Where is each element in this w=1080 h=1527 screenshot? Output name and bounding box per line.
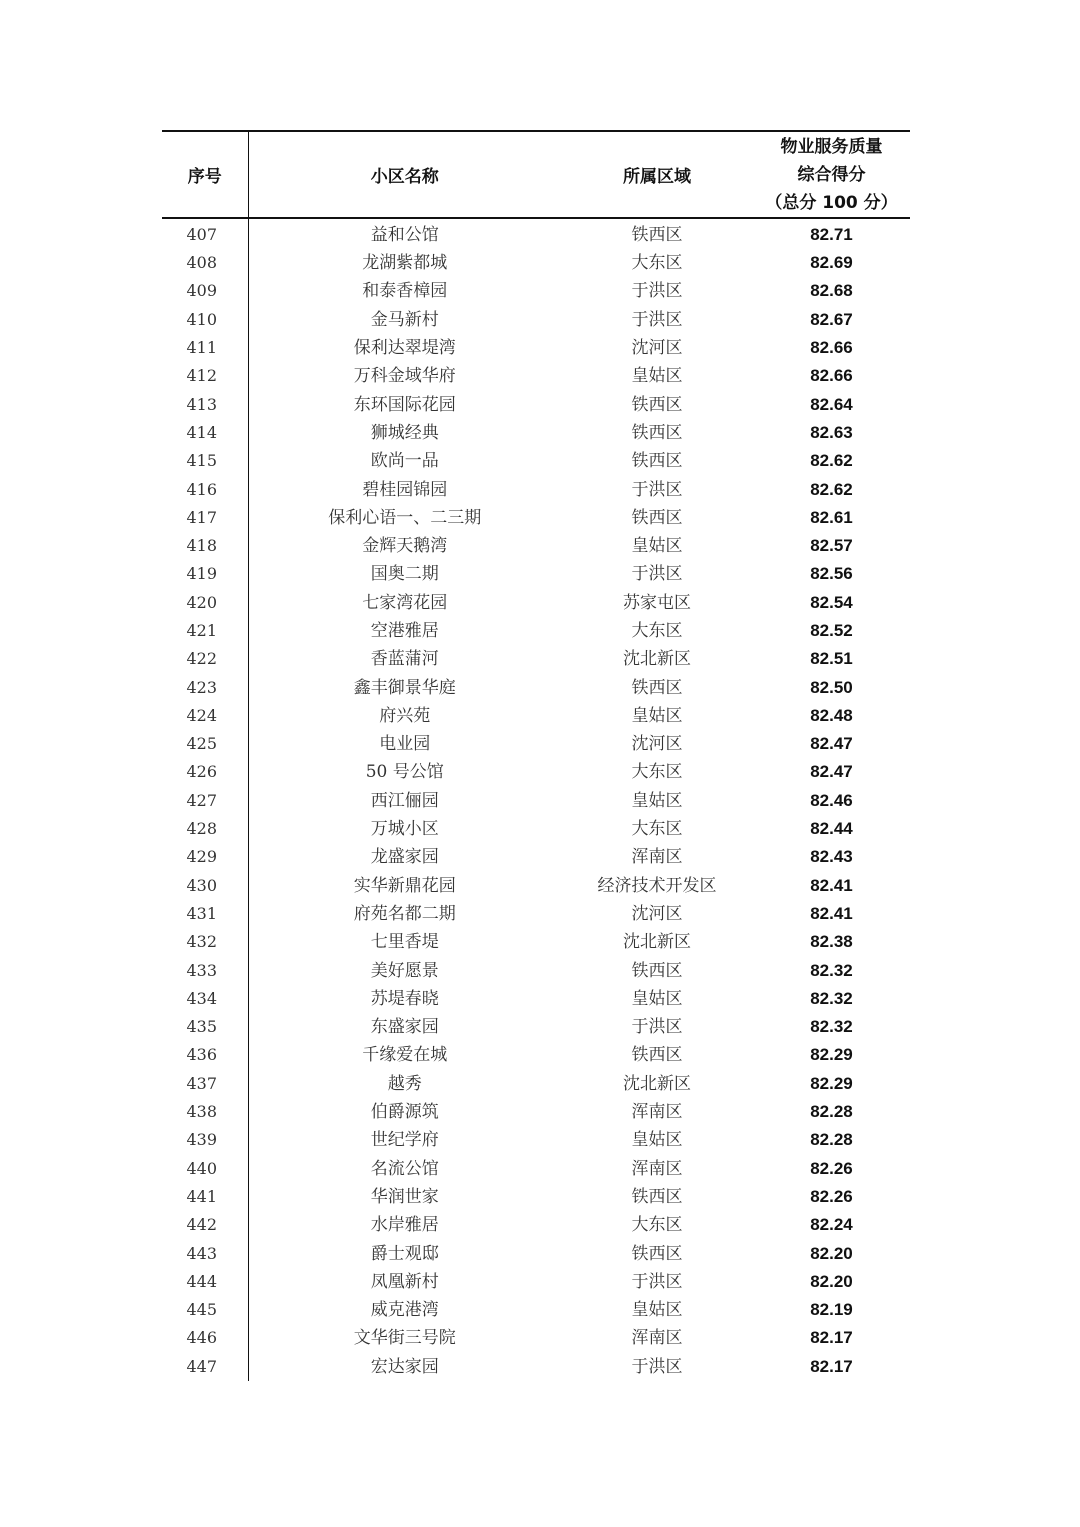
header-row: [162, 131, 910, 218]
row-community-name: 实华新鼎花园: [353, 875, 456, 896]
row-district: 皇姑区: [631, 705, 683, 726]
table-row: [162, 758, 910, 786]
row-score: 82.61: [810, 507, 853, 527]
row-community-name: 苏堤春晓: [370, 988, 439, 1009]
row-community-name: 益和公馆: [370, 225, 439, 245]
row-number: 428: [162, 815, 248, 843]
table-row: [162, 419, 910, 447]
row-score: 82.71: [810, 225, 853, 244]
row-score: 82.41: [810, 903, 853, 923]
row-score: 82.66: [810, 366, 853, 386]
row-score: 82.20: [810, 1271, 853, 1291]
row-number: 427: [162, 787, 248, 815]
row-score: 82.56: [810, 564, 853, 584]
row-community-name: 保利心语一、二三期: [328, 507, 482, 528]
property-service-score-table: [162, 130, 910, 1381]
row-community-name: 文华街三号院: [353, 1328, 456, 1349]
row-number: 447: [162, 1353, 248, 1381]
row-district: 皇姑区: [631, 790, 683, 811]
row-number: 429: [162, 843, 248, 871]
row-district: 浑南区: [631, 1158, 683, 1179]
row-district: 于洪区: [631, 309, 683, 330]
row-number: 409: [162, 277, 248, 305]
row-score: 82.29: [810, 1045, 853, 1065]
row-district: 铁西区: [631, 225, 683, 245]
row-district: 沈北新区: [623, 1073, 691, 1094]
table-row: [162, 645, 910, 673]
row-community-name: 东环国际花园: [353, 394, 456, 415]
table-row: [162, 956, 910, 984]
header-community-name: 小区名称: [248, 131, 561, 218]
row-score: 82.20: [810, 1243, 853, 1263]
table-row: [162, 560, 910, 588]
row-community-name: 凤凰新村: [370, 1271, 439, 1292]
row-district: 于洪区: [631, 1017, 683, 1038]
row-score: 82.26: [810, 1186, 853, 1206]
row-score: 82.67: [810, 309, 853, 329]
row-district: 皇姑区: [631, 988, 683, 1009]
table-row: [162, 928, 910, 956]
header-score-line2: 综合得分: [797, 164, 866, 185]
row-community-name: 水岸雅居: [370, 1215, 439, 1236]
row-number: 436: [162, 1041, 248, 1069]
row-community-name: 和泰香樟园: [362, 281, 448, 302]
row-district: 铁西区: [631, 1045, 683, 1066]
row-community-name: 国奥二期: [370, 564, 439, 585]
row-number: 442: [162, 1211, 248, 1239]
row-district: 大东区: [631, 762, 683, 783]
header-score-line3: （总分 100 分）: [765, 192, 898, 213]
row-number: 412: [162, 362, 248, 390]
table-row: [162, 334, 910, 362]
row-community-name: 金辉天鹅湾: [362, 536, 448, 557]
row-number: 410: [162, 306, 248, 334]
row-district: 皇姑区: [631, 1130, 683, 1151]
table-row: [162, 815, 910, 843]
table-row: [162, 218, 910, 249]
row-number: 445: [162, 1296, 248, 1324]
row-district: 铁西区: [631, 394, 683, 415]
row-number: 437: [162, 1070, 248, 1098]
row-community-name: 七家湾花园: [362, 592, 448, 613]
row-number: 413: [162, 390, 248, 418]
row-district: 于洪区: [631, 564, 683, 585]
row-score: 82.47: [810, 762, 853, 782]
row-district: 铁西区: [631, 507, 683, 528]
row-community-name: 龙盛家园: [370, 847, 439, 868]
row-score: 82.52: [810, 621, 853, 640]
row-community-name: 府苑名都二期: [353, 903, 456, 924]
row-district: 经济技术开发区: [597, 875, 717, 896]
row-number: 414: [162, 419, 248, 447]
row-score: 82.19: [810, 1300, 853, 1320]
row-district: 于洪区: [631, 479, 683, 500]
row-community-name: 龙湖紫都城: [362, 253, 448, 274]
table-row: [162, 1296, 910, 1324]
row-community-name: 50 号公馆: [365, 762, 444, 783]
row-number: 435: [162, 1013, 248, 1041]
row-community-name: 美好愿景: [370, 960, 439, 981]
table-row: [162, 306, 910, 334]
row-score: 82.48: [810, 705, 853, 725]
row-number: 433: [162, 956, 248, 984]
row-score: 82.41: [810, 875, 853, 895]
table-row: [162, 673, 910, 701]
row-community-name: 世纪学府: [370, 1130, 439, 1151]
row-number: 416: [162, 475, 248, 503]
row-district: 沈河区: [631, 903, 683, 924]
table-row: [162, 1041, 910, 1069]
row-number: 439: [162, 1126, 248, 1154]
table-row: [162, 702, 910, 730]
row-number: 440: [162, 1155, 248, 1183]
row-district: 大东区: [631, 621, 683, 641]
row-number: 421: [162, 617, 248, 645]
table-body: [162, 218, 910, 1381]
row-community-name: 欧尚一品: [370, 451, 439, 472]
row-number: 408: [162, 249, 248, 277]
table-row: [162, 1268, 910, 1296]
row-score: 82.26: [810, 1158, 853, 1178]
table-row: [162, 589, 910, 617]
row-score: 82.38: [810, 932, 853, 952]
row-community-name: 威克港湾: [370, 1300, 439, 1321]
row-score: 82.32: [810, 960, 853, 980]
row-number: 431: [162, 900, 248, 928]
row-score: 82.51: [810, 649, 853, 669]
row-number: 411: [162, 334, 248, 362]
row-community-name: 电业园: [379, 734, 431, 755]
row-district: 皇姑区: [631, 536, 683, 557]
row-district: 于洪区: [631, 1271, 683, 1292]
row-community-name: 鑫丰御景华庭: [353, 677, 456, 698]
table-row: [162, 475, 910, 503]
row-community-name: 香蓝蒲河: [370, 649, 439, 670]
table-row: [162, 843, 910, 871]
row-district: 铁西区: [631, 960, 683, 981]
table-row: [162, 1211, 910, 1239]
row-score: 82.57: [810, 536, 853, 556]
row-district: 浑南区: [631, 1102, 683, 1123]
row-community-name: 西江俪园: [370, 790, 439, 811]
row-number: 426: [162, 758, 248, 786]
row-district: 铁西区: [631, 1186, 683, 1207]
row-score: 82.47: [810, 734, 853, 754]
row-district: 沈北新区: [623, 932, 691, 953]
row-score: 82.28: [810, 1102, 853, 1122]
row-number: 419: [162, 560, 248, 588]
row-community-name: 府兴苑: [379, 705, 431, 726]
row-district: 浑南区: [631, 847, 683, 868]
row-district: 铁西区: [631, 451, 683, 472]
row-score: 82.28: [810, 1130, 853, 1150]
row-district: 浑南区: [631, 1328, 683, 1349]
row-number: 434: [162, 985, 248, 1013]
row-district: 沈河区: [631, 734, 683, 755]
row-district: 大东区: [631, 253, 683, 274]
row-score: 82.69: [810, 253, 853, 273]
row-number: 425: [162, 730, 248, 758]
header-score: [753, 131, 910, 218]
row-score: 82.63: [810, 422, 853, 442]
row-community-name: 碧桂园锦园: [362, 479, 448, 500]
row-score: 82.24: [810, 1215, 853, 1235]
row-score: 82.54: [810, 592, 853, 612]
table-row: [162, 1126, 910, 1154]
row-community-name: 金马新村: [370, 309, 439, 330]
row-number: 432: [162, 928, 248, 956]
row-score: 82.32: [810, 988, 853, 1008]
row-score: 82.50: [810, 677, 853, 697]
row-community-name: 爵士观邸: [370, 1243, 439, 1264]
row-district: 铁西区: [631, 677, 683, 698]
table-row: [162, 617, 910, 645]
row-district: 皇姑区: [631, 1300, 683, 1321]
row-district: 铁西区: [631, 1243, 683, 1264]
row-community-name: 空港雅居: [370, 621, 439, 641]
table-row: [162, 390, 910, 418]
row-score: 82.17: [810, 1356, 853, 1376]
table-row: [162, 1353, 910, 1381]
row-district: 沈河区: [631, 338, 683, 359]
row-community-name: 名流公馆: [370, 1158, 439, 1179]
row-number: 407: [162, 218, 248, 249]
row-district: 皇姑区: [631, 366, 683, 387]
row-number: 418: [162, 532, 248, 560]
table-row: [162, 1013, 910, 1041]
row-community-name: 狮城经典: [370, 422, 439, 443]
table-row: [162, 730, 910, 758]
row-district: 沈北新区: [623, 649, 691, 670]
row-district: 苏家屯区: [623, 592, 691, 613]
table-row: [162, 1155, 910, 1183]
table-header: [162, 131, 910, 218]
row-score: 82.17: [810, 1328, 853, 1348]
row-number: 415: [162, 447, 248, 475]
row-community-name: 七里香堤: [370, 932, 439, 953]
table-row: [162, 1070, 910, 1098]
row-community-name: 伯爵源筑: [370, 1102, 439, 1123]
table-row: [162, 504, 910, 532]
table-row: [162, 872, 910, 900]
row-number: 446: [162, 1324, 248, 1352]
row-number: 441: [162, 1183, 248, 1211]
row-number: 430: [162, 872, 248, 900]
table-row: [162, 362, 910, 390]
row-score: 82.68: [810, 281, 853, 301]
row-number: 424: [162, 702, 248, 730]
row-number: 422: [162, 645, 248, 673]
row-community-name: 宏达家园: [370, 1356, 439, 1377]
row-community-name: 东盛家园: [370, 1017, 439, 1038]
row-community-name: 保利达翠堤湾: [353, 338, 456, 359]
row-district: 大东区: [631, 819, 683, 840]
row-district: 于洪区: [631, 1356, 683, 1377]
row-number: 438: [162, 1098, 248, 1126]
table-row: [162, 1183, 910, 1211]
row-score: 82.62: [810, 451, 853, 471]
table-row: [162, 787, 910, 815]
row-score: 82.66: [810, 338, 853, 358]
row-score: 82.32: [810, 1017, 853, 1037]
table-row: [162, 277, 910, 305]
header-score-line1: 物业服务质量: [780, 136, 883, 157]
row-community-name: 万科金域华府: [353, 366, 456, 387]
row-district: 铁西区: [631, 422, 683, 443]
row-number: 444: [162, 1268, 248, 1296]
header-district: 所属区域: [561, 131, 753, 218]
row-number: 423: [162, 673, 248, 701]
row-number: 443: [162, 1239, 248, 1267]
table-row: [162, 1239, 910, 1267]
row-score: 82.64: [810, 394, 853, 414]
row-community-name: 华润世家: [370, 1186, 439, 1207]
score-table-container: [162, 130, 910, 1381]
table-row: [162, 1098, 910, 1126]
row-score: 82.62: [810, 479, 853, 499]
row-number: 417: [162, 504, 248, 532]
row-community-name: 万城小区: [370, 819, 439, 840]
table-row: [162, 985, 910, 1013]
row-community-name: 千缘爱在城: [362, 1045, 448, 1066]
header-number: 序号: [162, 131, 248, 218]
row-score: 82.29: [810, 1073, 853, 1093]
row-score: 82.44: [810, 819, 853, 839]
row-district: 大东区: [631, 1215, 683, 1236]
row-community-name: 越秀: [387, 1073, 422, 1094]
table-row: [162, 1324, 910, 1352]
row-number: 420: [162, 589, 248, 617]
row-district: 于洪区: [631, 281, 683, 302]
row-score: 82.43: [810, 847, 853, 867]
table-row: [162, 900, 910, 928]
table-row: [162, 447, 910, 475]
table-row: [162, 532, 910, 560]
row-score: 82.46: [810, 790, 853, 810]
table-row: [162, 249, 910, 277]
